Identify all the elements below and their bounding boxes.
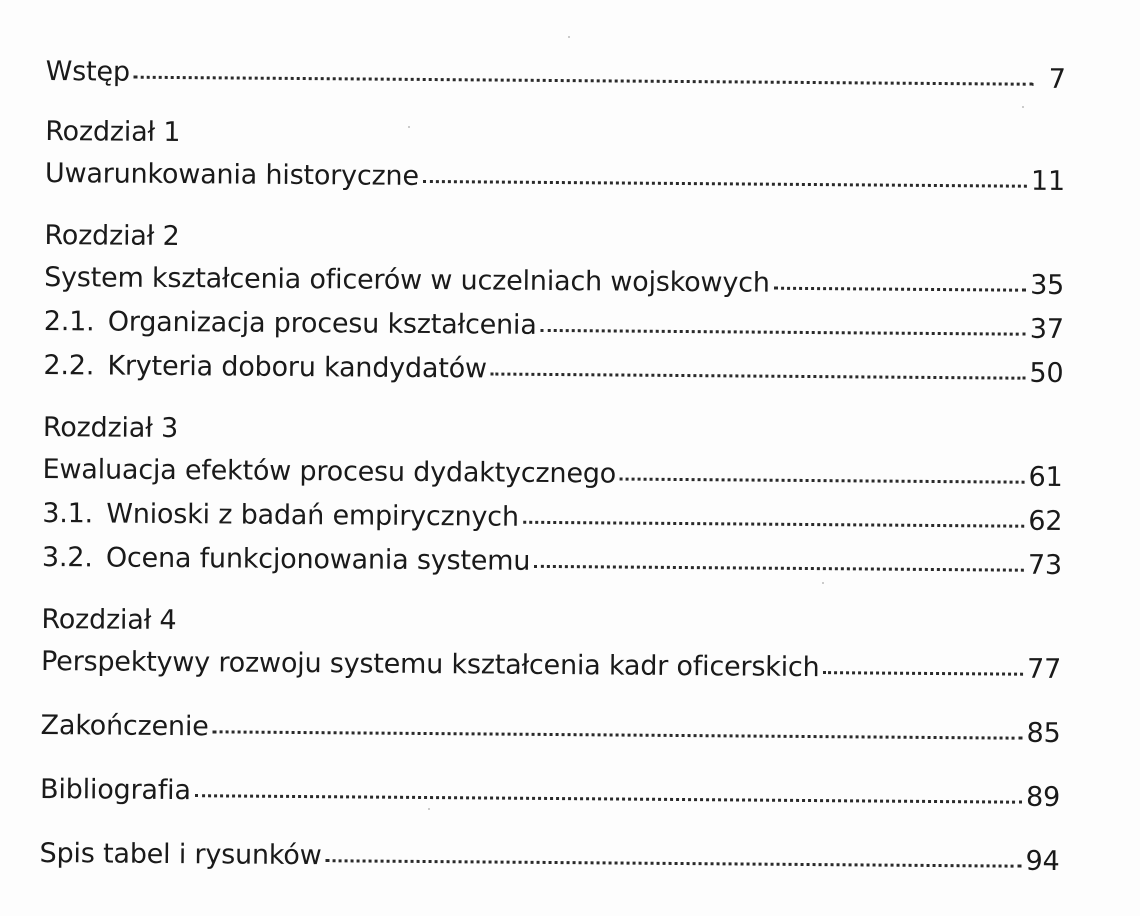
dot-leader xyxy=(491,369,1026,380)
toc-entry-2-2 xyxy=(43,350,1063,394)
toc-page-number: 50 xyxy=(1029,357,1064,390)
toc-page-number: 94 xyxy=(1025,845,1060,877)
toc-entry-chapter-1 xyxy=(45,158,1065,202)
toc-page-number: 37 xyxy=(1029,313,1064,346)
toc-entry-label: Perspektywy rozwoju systemu kształcenia kadr oficerskich xyxy=(40,645,820,684)
toc-entry-label: Ocena funkcjonowania systemu xyxy=(105,542,531,577)
toc-entry-3-2 xyxy=(42,542,1062,586)
toc-page-number: 61 xyxy=(1028,461,1063,493)
scan-speck xyxy=(568,36,570,38)
dot-leader xyxy=(325,855,1021,867)
toc-entry-label: Kryteria doboru kandydatów xyxy=(107,350,487,385)
toc-section-number: 3.2. xyxy=(41,541,93,574)
toc-entry-label: System kształcenia oficerów w uczelniach wojskowych xyxy=(44,261,770,299)
toc-entry-label: Ewaluacja efektów procesu dydaktycznego xyxy=(42,453,617,490)
toc-entry-wstep xyxy=(46,56,1066,100)
dot-leader xyxy=(423,176,1027,188)
scan-speck xyxy=(1022,106,1024,108)
toc-page-number: 35 xyxy=(1030,269,1065,302)
toc-page-number: 85 xyxy=(1026,717,1061,749)
toc-entry-spis-tabel xyxy=(39,838,1059,882)
toc-page-number: 7 xyxy=(1048,63,1066,96)
dot-leader xyxy=(534,561,1024,572)
toc-entry-chapter-3 xyxy=(42,454,1062,498)
chapter-heading-4: Rozdział 4 xyxy=(41,603,177,637)
chapter-heading-1: Rozdział 1 xyxy=(45,115,181,149)
scan-speck xyxy=(408,126,410,128)
toc-entry-label: Spis tabel i rysunków xyxy=(39,837,322,872)
toc-entry-3-1 xyxy=(42,498,1062,542)
dot-leader xyxy=(134,72,1034,86)
dot-leader xyxy=(195,790,1022,803)
toc-entry-chapter-2 xyxy=(44,262,1064,306)
scan-speck xyxy=(428,808,430,810)
toc-entry-label: Wstęp xyxy=(45,55,130,88)
toc-section-number: 2.2. xyxy=(43,349,95,382)
chapter-heading-3: Rozdział 3 xyxy=(42,411,179,445)
chapter-heading-2: Rozdział 2 xyxy=(44,219,180,253)
toc-entry-label: Zakończenie xyxy=(40,709,209,743)
toc-section-number: 3.1. xyxy=(42,497,94,530)
toc-entry-label: Bibliografia xyxy=(39,773,191,807)
dot-leader xyxy=(823,667,1023,676)
toc-page-number: 89 xyxy=(1025,781,1061,813)
toc-entry-label: Wnioski z badań empirycznych xyxy=(106,498,519,533)
toc-entry-chapter-4 xyxy=(41,646,1061,690)
toc-entry-2-1 xyxy=(44,306,1064,350)
scan-speck xyxy=(822,582,824,584)
table-of-contents xyxy=(39,40,1076,877)
toc-entry-zakonczenie xyxy=(40,710,1060,754)
toc-page-number: 73 xyxy=(1027,549,1063,581)
toc-page-number: 77 xyxy=(1026,653,1062,685)
dot-leader xyxy=(523,517,1025,528)
toc-entry-label: Organizacja procesu kształcenia xyxy=(107,306,537,341)
dot-leader xyxy=(213,726,1023,739)
toc-entry-label: Uwarunkowania historyczne xyxy=(44,157,419,192)
toc-page-number: 62 xyxy=(1028,505,1063,537)
dot-leader xyxy=(774,283,1026,292)
toc-page-number: 11 xyxy=(1030,165,1066,198)
dot-leader xyxy=(620,474,1025,484)
toc-section-number: 2.1. xyxy=(43,305,95,338)
dot-leader xyxy=(541,325,1026,336)
toc-entry-bibliografia xyxy=(40,774,1060,818)
